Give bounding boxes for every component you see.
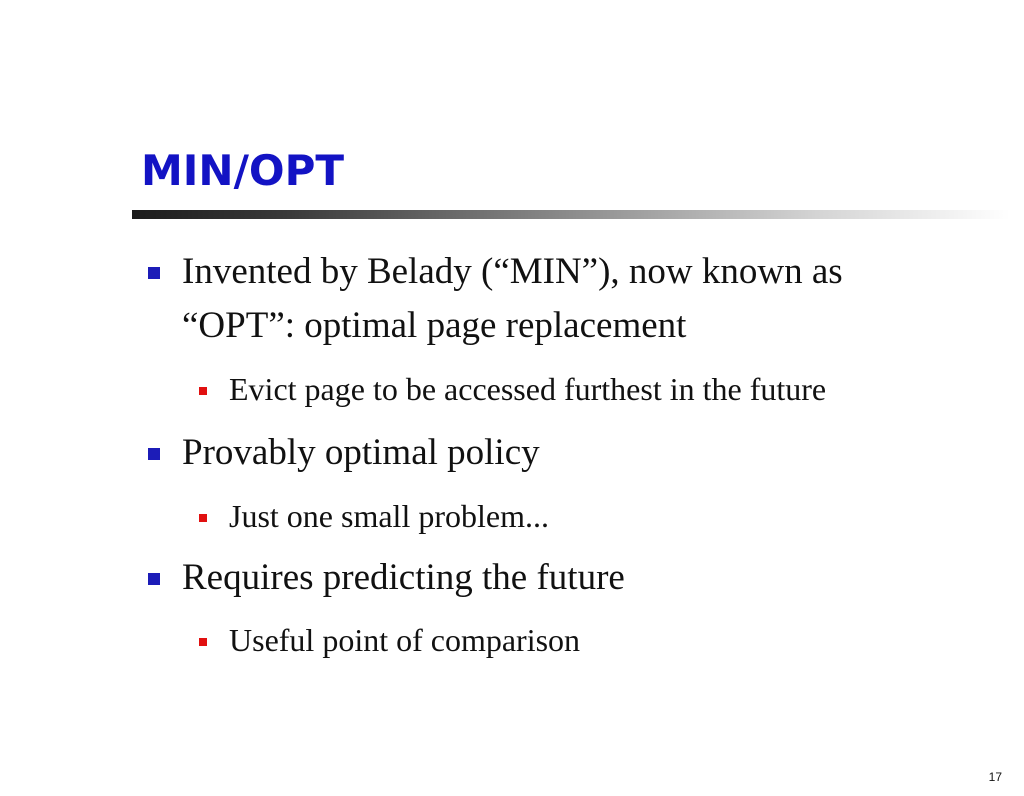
bullet-square-icon (148, 448, 160, 460)
bullet-item: Requires predicting the future (182, 557, 625, 598)
bullet-item-continuation: “OPT”: optimal page replacement (182, 305, 687, 346)
bullet-item: Invented by Belady (“MIN”), now known as (182, 251, 843, 292)
bullet-square-icon (148, 267, 160, 279)
page-number: 17 (988, 770, 1002, 784)
bullet-square-icon (148, 573, 160, 585)
sub-bullet-square-icon (199, 638, 207, 646)
sub-bullet-item: Evict page to be accessed furthest in the future (229, 371, 827, 407)
bullet-item: Provably optimal policy (182, 432, 540, 473)
slide-title: MIN/OPT (141, 146, 345, 195)
sub-bullet-square-icon (199, 514, 207, 522)
sub-bullet-item: Just one small problem... (229, 498, 549, 534)
sub-bullet-square-icon (199, 387, 207, 395)
sub-bullet-item: Useful point of comparison (229, 622, 581, 658)
